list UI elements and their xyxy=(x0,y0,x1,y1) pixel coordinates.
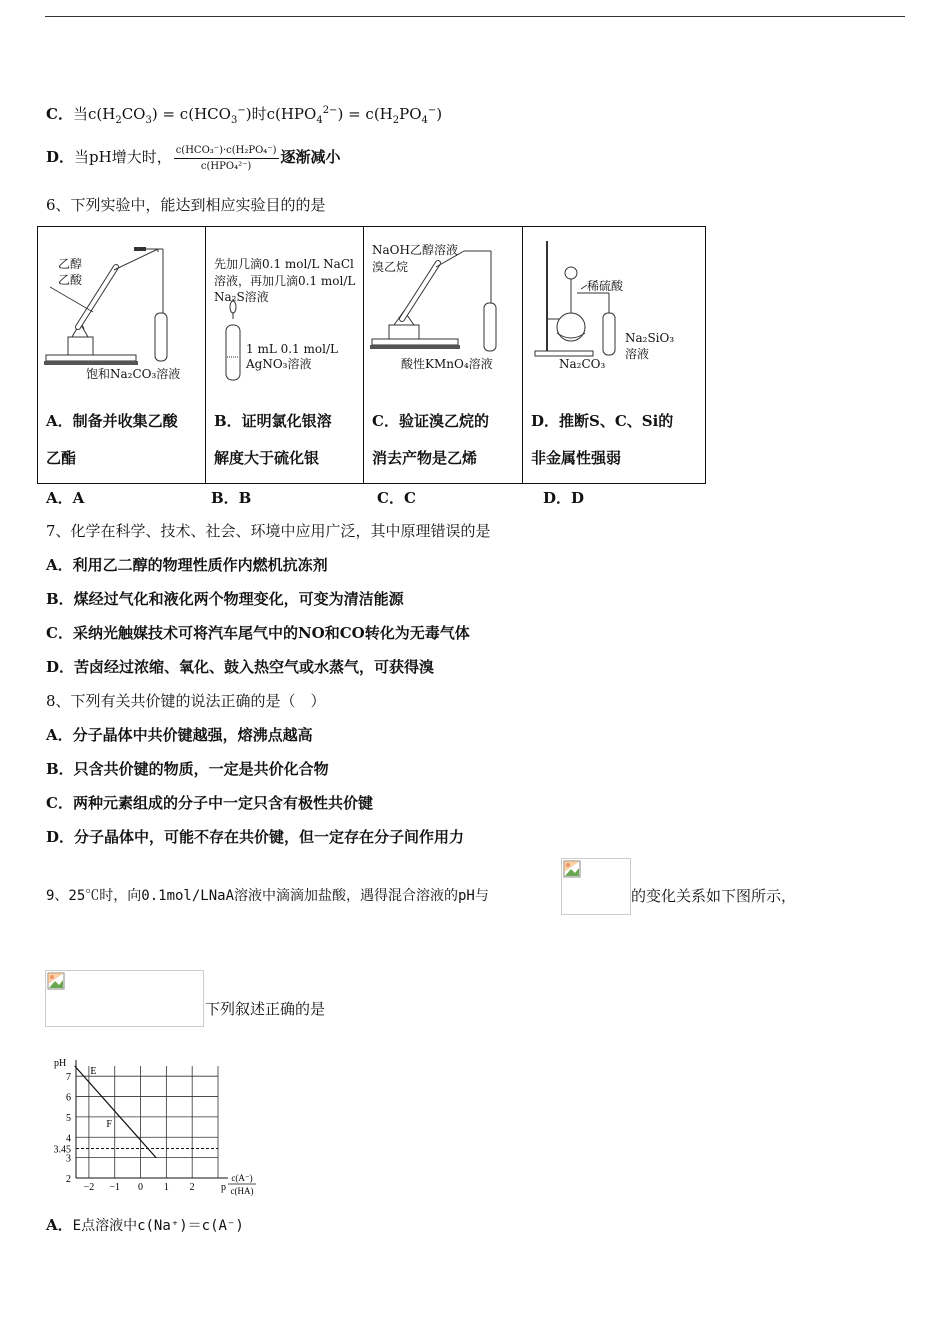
q7-option-d: D．苦卤经过浓缩、氧化、鼓入热空气或水蒸气，可获得溴 xyxy=(46,658,435,676)
y-axis-label: pH xyxy=(54,1058,67,1069)
y-tick-label: 2 xyxy=(66,1174,71,1185)
y-tick-label: 7 xyxy=(66,1072,71,1084)
fraction: $\frac{\text{c(HCO₃⁻)·c(H₂PO₄⁻)}}{\text{c(HPO₄²⁻)}}$ xyxy=(175,144,277,172)
x-tick-label: 0 xyxy=(138,1182,144,1193)
broken-image-placeholder-2 xyxy=(45,970,204,1027)
cell-a-apparatus: 乙醇 乙酸 饱和Na₂CO₃溶液 A．制备并收集乙酸 乙酯 xyxy=(38,227,206,484)
x-axis-label-prefix: p xyxy=(221,1182,226,1193)
header-rule xyxy=(45,16,905,17)
x-tick-label: −2 xyxy=(83,1182,95,1193)
q6-answer-c: C．C xyxy=(377,489,416,507)
x-tick-label: 1 xyxy=(163,1182,169,1193)
series-line xyxy=(75,1066,156,1158)
q6-answer-a: A．A xyxy=(46,489,85,507)
q7-option-b: B．煤经过气化和液化两个物理变化，可变为清洁能源 xyxy=(46,590,404,608)
x-axis-label-den: c(HA) xyxy=(230,1186,254,1196)
point-label-e: E xyxy=(90,1066,97,1078)
broken-image-placeholder xyxy=(561,858,631,915)
q8-option-d: D．分子晶体中，可能不存在共价键，但一定存在分子间作用力 xyxy=(46,828,465,846)
q8-option-c: C．两种元素组成的分子中一定只含有极性共价键 xyxy=(46,794,373,812)
broken-image-icon xyxy=(563,860,581,878)
x-tick-label: −1 xyxy=(109,1182,121,1193)
acidity-apparatus-image xyxy=(523,227,705,397)
q9-stem-b: 的变化关系如下图所示， xyxy=(631,887,797,905)
y-tick-label: 3.45 xyxy=(53,1144,71,1156)
q9-option-a: A．E点溶液中c(Na⁺)＝c(A⁻) xyxy=(46,1216,244,1234)
q5-option-d: D．当pH增大时， $\frac{\text{c(HCO₃⁻)·c(H₂PO₄⁻)}}{\text{c(HPO₄²⁻)}}$ 逐渐减小 xyxy=(46,144,341,172)
q7-stem: 7、化学在科学、技术、社会、环境中应用广泛，其中原理错误的是 xyxy=(46,522,491,540)
q8-option-a: A．分子晶体中共价键越强，熔沸点越高 xyxy=(46,726,313,744)
q7-option-a: A．利用乙二醇的物理性质作内燃机抗冻剂 xyxy=(46,556,328,574)
q9-stem-a: 9、25℃时，向0.1mol/LNaA溶液中滴滴加盐酸，遇得混合溶液的pH与 xyxy=(46,888,489,904)
q7-option-c: C．采纳光触媒技术可将汽车尾气中的NO和CO转化为无毒气体 xyxy=(46,624,470,642)
q5-option-c: C．当$c(H_2CO_3) = c(HCO_3^-)$时$c(HPO_4^{2-}) = c(H_2PO_4^-)$ xyxy=(46,105,443,126)
y-tick-label: 3 xyxy=(66,1153,71,1165)
ph-chart xyxy=(42,1052,282,1202)
cell-b-apparatus: 先加几滴0.1 mol/L NaCl 溶液，再加几滴0.1 mol/L Na₂S溶液 1 mL 0.1 mol/L AgNO₃溶液 B．证明氯化银溶 解度大于硫化银 xyxy=(206,227,364,484)
y-tick-label: 6 xyxy=(66,1092,71,1104)
broken-image-icon xyxy=(47,972,65,990)
cell-c-apparatus: NaOH乙醇溶液 溴乙烷 酸性KMnO₄溶液 C．验证溴乙烷的 消去产物是乙烯 xyxy=(364,227,523,484)
experiment-table xyxy=(37,226,706,484)
cell-d-apparatus: 稀硫酸 Na₂SiO₃ 溶液 Na₂CO₃ D．推断S、C、Si的 非金属性强弱 xyxy=(523,227,706,484)
x-tick-label: 2 xyxy=(189,1182,195,1193)
q6-stem: 6、下列实验中，能达到相应实验目的的是 xyxy=(46,196,326,214)
point-label-f: F xyxy=(106,1119,112,1131)
q8-option-b: B．只含共价键的物质，一定是共价化合物 xyxy=(46,760,329,778)
y-tick-label: 4 xyxy=(66,1133,71,1145)
q6-answer-b: B．B xyxy=(211,489,252,507)
x-axis-label-num: c(A⁻) xyxy=(231,1173,253,1183)
q6-answer-d: D．D xyxy=(543,489,585,507)
y-tick-label: 5 xyxy=(66,1112,71,1124)
precipitation-apparatus-image xyxy=(206,227,363,397)
q8-stem: 8、下列有关共价键的说法正确的是（ ） xyxy=(46,692,326,710)
q9-stem-c: 下列叙述正确的是 xyxy=(205,1000,326,1018)
